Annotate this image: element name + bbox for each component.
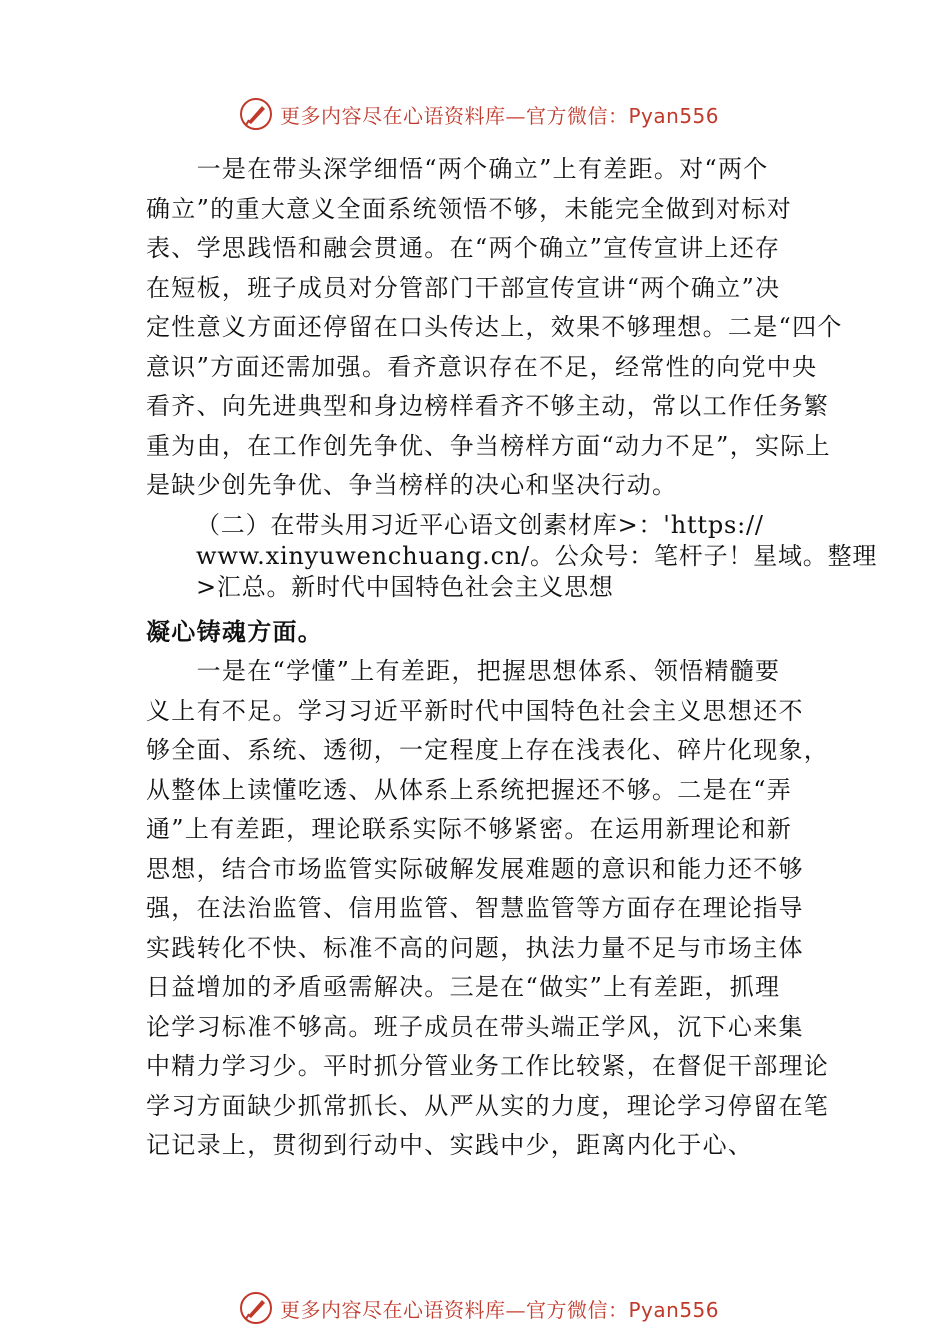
text-line: 学习方面缺少抓常抓长、从严从实的力度，理论学习停留在笔: [146, 1091, 830, 1120]
footer-banner: [238, 1288, 758, 1328]
text-line: 看齐、向先进典型和身边榜样看齐不够主动，常以工作任务繁: [146, 392, 830, 420]
banner-title: 更多内容尽在心语资料库: [280, 103, 506, 128]
text-line: 从整体上读懂吃透、从体系上系统把握还不够。二是在“弄: [146, 775, 793, 804]
header-banner: [238, 94, 758, 134]
banner-separator: —: [505, 103, 526, 128]
banner-title: 更多内容尽在心语资料库: [280, 1297, 506, 1322]
text-line: 一是在带头深学细悟“两个确立”上有差距。对“两个: [146, 155, 769, 183]
paragraph-2: [146, 652, 830, 1166]
paragraph-1: [146, 150, 843, 506]
text-line: 确立”的重大意义全面系统领悟不够，未能完全做到对标对: [146, 194, 793, 223]
text-line: 在短板，班子成员对分管部门干部宣传宣讲“两个确立”决: [146, 273, 781, 302]
text-line: 定性意义方面还停留在口头传达上，效果不够理想。二是“四个: [146, 313, 843, 341]
section-subheading: [196, 510, 878, 603]
text-line: 记记录上，贯彻到行动中、实践中少，距离内化于心、: [146, 1131, 754, 1159]
banner-text: [280, 1294, 719, 1323]
text-line: www.xinyuwenchuang.cn/。公众号：笔杆子！星域。整理: [196, 542, 878, 570]
text-line: 中精力学习少。平时抓分管业务工作比较紧，在督促干部理论: [146, 1052, 830, 1080]
banner-text: [280, 100, 719, 129]
text-line: 论学习标准不够高。班子成员在带头端正学风，沉下心来集: [146, 1012, 804, 1041]
section-heading-continuation: 凝心铸魂方面。: [146, 617, 324, 646]
text-line: 通”上有差距，理论联系实际不够紧密。在运用新理论和新: [146, 815, 793, 843]
text-line: 义上有不足。学习习近平新时代中国特色社会主义思想还不: [146, 696, 804, 725]
banner-wechat: 官方微信：Pyan556: [526, 1297, 720, 1322]
text-line: 表、学思践悟和融会贯通。在“两个确立”宣传宣讲上还存: [146, 234, 781, 262]
text-line: 强，在法治监管、信用监管、智慧监管等方面存在理论指导: [146, 894, 804, 922]
quill-logo-icon: [238, 1290, 274, 1326]
text-line: 够全面、系统、透彻，一定程度上存在浅表化、碎片化现象，: [146, 736, 830, 764]
text-line: >汇总。新时代中国特色社会主义思想: [196, 573, 614, 601]
text-line: 思想，结合市场监管实际破解发展难题的意识和能力还不够: [146, 854, 804, 883]
text-line: 日益增加的矛盾亟需解决。三是在“做实”上有差距，抓理: [146, 973, 781, 1001]
text-line: 重为由，在工作创先争优、争当榜样方面“动力不足”，实际上: [146, 431, 831, 460]
text-line: 是缺少创先争优、争当榜样的决心和坚决行动。: [146, 471, 678, 499]
banner-separator: —: [505, 1297, 526, 1322]
text-line: 意识”方面还需加强。看齐意识存在不足，经常性的向党中央: [146, 352, 818, 381]
quill-logo-icon: [238, 96, 274, 132]
banner-wechat: 官方微信：Pyan556: [526, 103, 720, 128]
text-line: 实践转化不快、标准不高的问题，执法力量不足与市场主体: [146, 933, 804, 962]
text-line: 一是在“学懂”上有差距，把握思想体系、领悟精髓要: [146, 657, 781, 685]
text-line: （二）在带头用习近平心语文创素材库>：'https://: [196, 511, 764, 539]
